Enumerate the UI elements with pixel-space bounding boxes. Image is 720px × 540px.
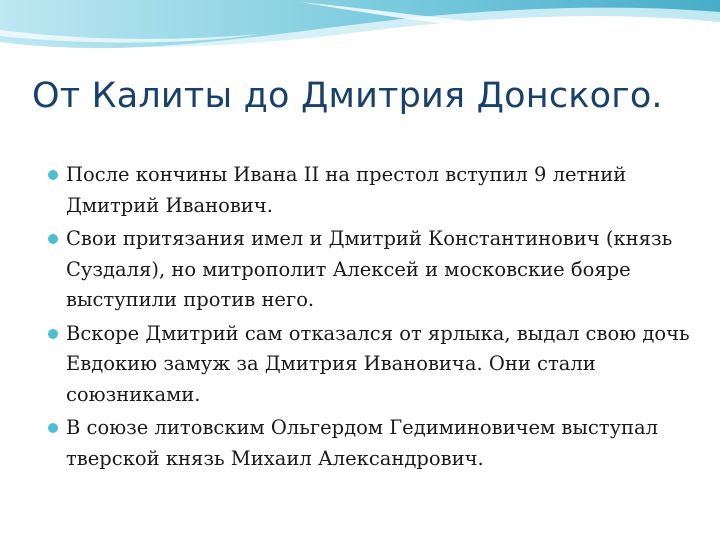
bullet-item [48,319,698,411]
bullet-item [48,224,698,316]
bullet-text: После кончины Ивана II на престол вступил 9 летний Дмитрий Иванович. [66,163,627,217]
wave-header-decoration [0,0,720,62]
bullet-dot-icon [48,423,58,433]
bullet-dot-icon [48,329,58,339]
bullet-item [48,160,698,221]
bullet-dot-icon [48,234,58,244]
bullet-item [48,413,698,474]
bullet-text: Вскоре Дмитрий сам отказался от ярлыка, выдал свою дочь Евдокию замуж за Дмитрия Ивановича. Они стали союзниками. [66,321,690,406]
bullet-list [48,160,698,477]
slide-title: От Калиты до Дмитрия Донского. [32,76,663,116]
bullet-text: В союзе литовским Ольгердом Гедиминовичем выступал тверской князь Михаил Александрович. [66,416,659,470]
bullet-text: Свои притязания имел и Дмитрий Константинович (князь Суздаля), но митрополит Алексей и московские бояре выступили против него. [66,227,673,311]
bullet-dot-icon [48,170,58,180]
